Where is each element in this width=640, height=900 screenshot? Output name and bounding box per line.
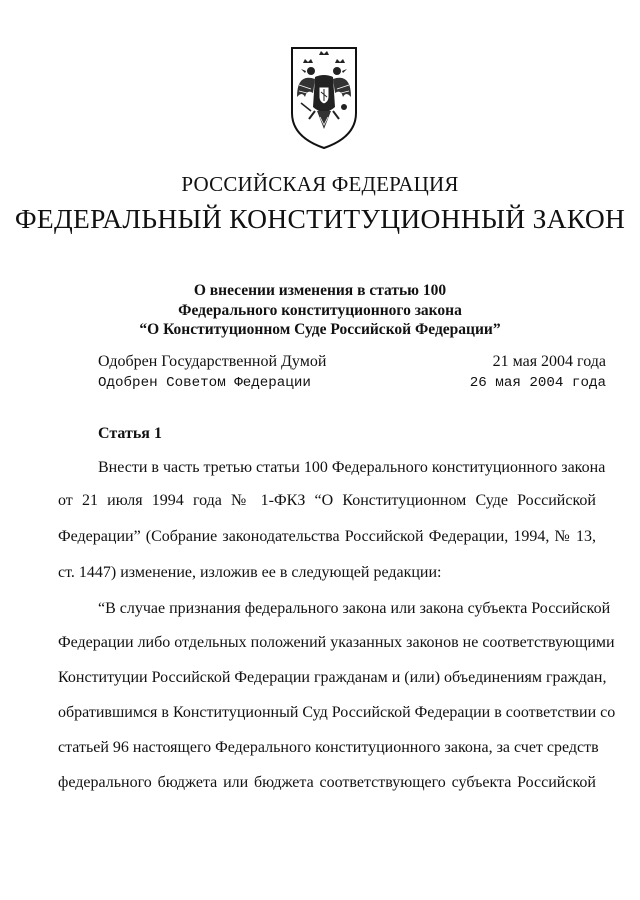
coat-of-arms-icon xyxy=(289,45,359,151)
approval-date: 21 мая 2004 года xyxy=(492,353,606,370)
body-text-line: Федерации” (Собрание законодательства Российской Федерации, 1994, № 13, xyxy=(58,528,596,545)
law-type-heading: ФЕДЕРАЛЬНЫЙ КОНСТИТУЦИОННЫЙ ЗАКОН xyxy=(14,203,626,234)
body-text-line: Внести в часть третью статьи 100 Федерального конституционного закона xyxy=(98,459,606,476)
body-text-line: от 21 июля 1994 года № 1-ФКЗ “О Конституционном Суде Российской xyxy=(58,492,596,509)
article-heading: Статья 1 xyxy=(98,425,162,442)
body-text-line: федерального бюджета или бюджета соответствующего субъекта Российской xyxy=(58,774,596,791)
body-text-line: Конституции Российской Федерации гражданам и (или) объединениям граждан, xyxy=(58,669,607,686)
law-title-line: Федерального конституционного закона xyxy=(178,301,462,319)
approval-label: Одобрен Государственной Думой xyxy=(98,353,327,370)
approval-duma xyxy=(98,353,606,371)
approval-date: 26 мая 2004 года xyxy=(469,375,606,391)
body-text-line: ст. 1447) изменение, изложив ее в следующей редакции: xyxy=(58,564,442,581)
country-heading: РОССИЙСКАЯ ФЕДЕРАЦИЯ xyxy=(181,172,459,196)
approval-federation-council xyxy=(98,375,606,391)
approval-label: Одобрен Советом Федерации xyxy=(98,375,311,391)
body-text-line: обратившимся в Конституционный Суд Российской Федерации в соответствии со xyxy=(58,704,616,721)
law-title-line: О внесении изменения в статью 100 xyxy=(193,282,447,299)
body-text-line: статьей 96 настоящего Федерального конституционного закона, за счет средств xyxy=(58,739,599,756)
law-title-line: “О Конституционном Суде Российской Федерации” xyxy=(139,321,501,338)
body-text-line: “В случае признания федерального закона или закона субъекта Российской xyxy=(98,600,611,617)
law-title xyxy=(0,281,640,340)
body-text-line: Федерации либо отдельных положений указанных законов не соответствующими xyxy=(58,634,615,651)
